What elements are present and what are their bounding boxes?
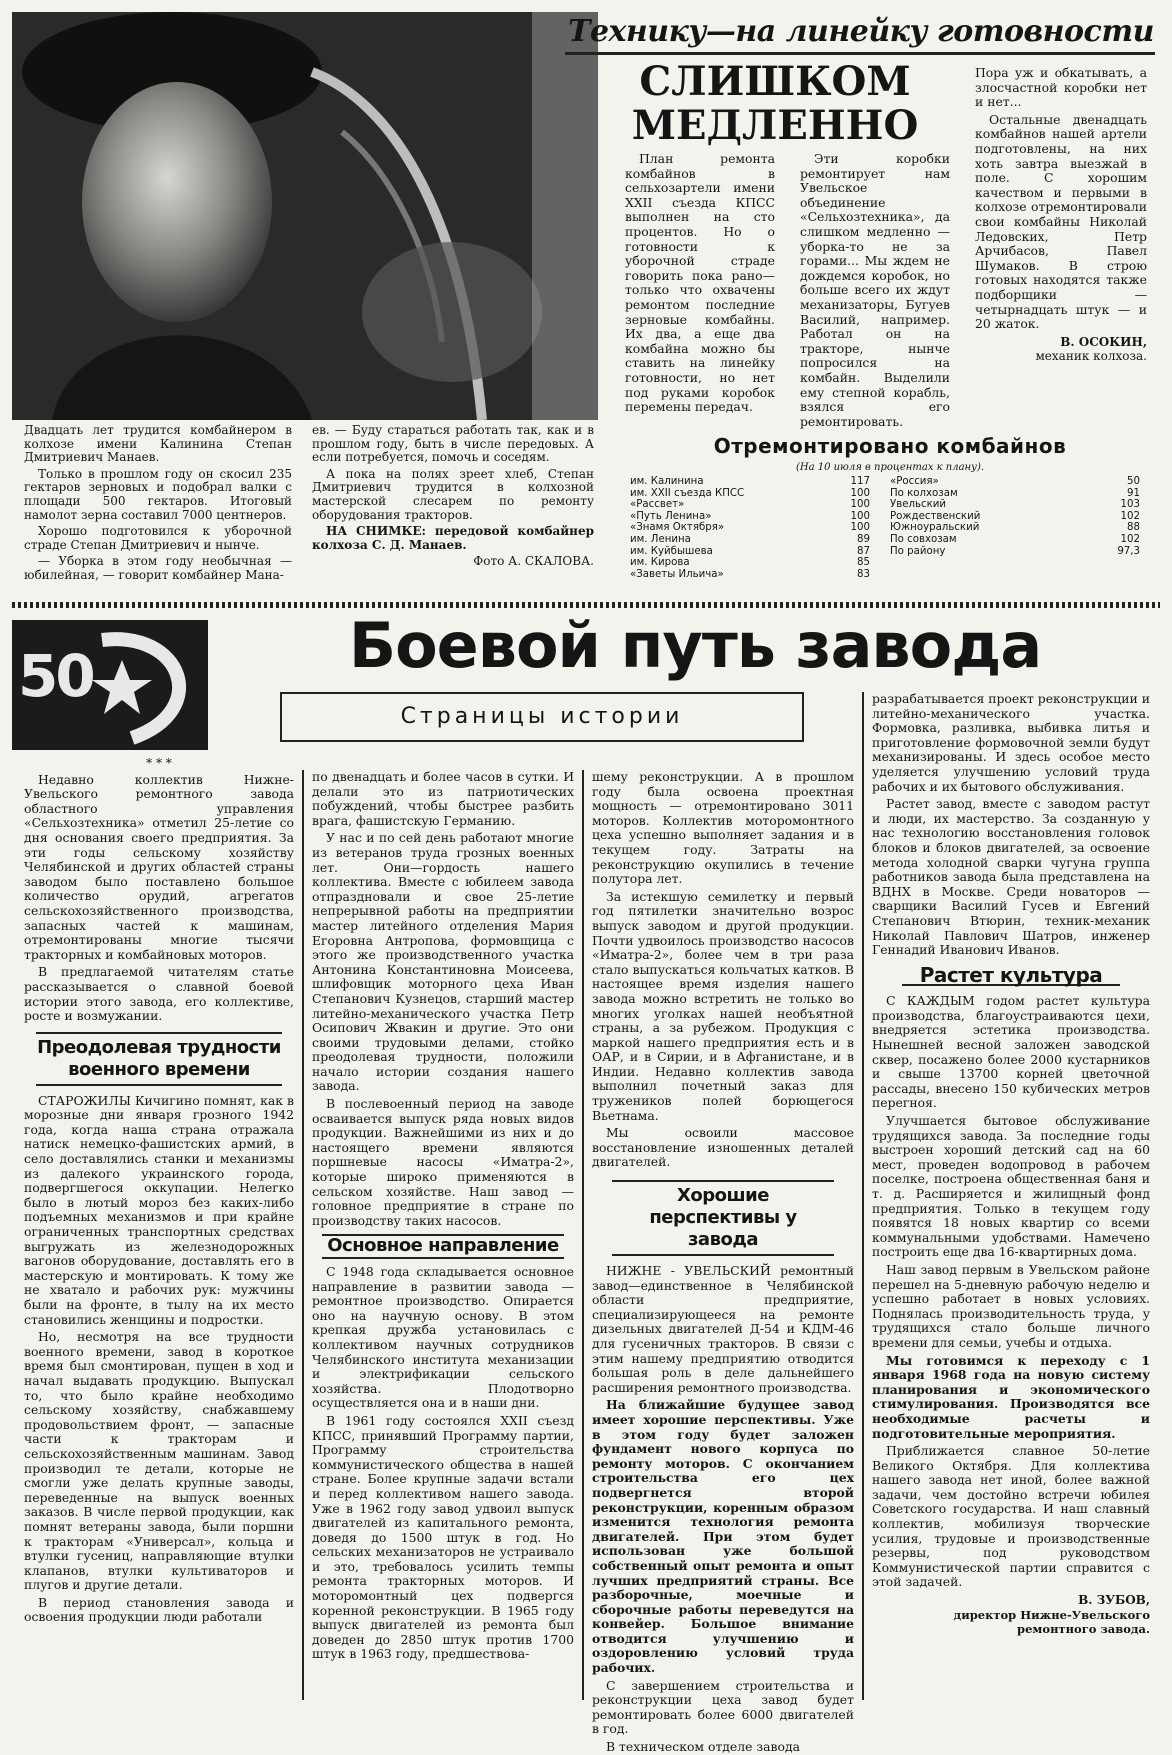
photo-credit: Фото А. СКАЛОВА. [473, 554, 594, 569]
body-paragraph: Растет завод, вместе с заводом растут и люди, их мастерство. За созданную у нас технологию восстановления головок блоков и блоков двигателей, за освоение метода холодной сварки чугуна группа работников завода была представлена на ВДНХ в Москве. Среди новаторов — сварщики Василий Гусев и Евгений Степанович Втюрин, техник-механик Николай Павлович Шатров, инженер Геннадий Иванович Иванов. [872, 796, 1150, 958]
table-row-name: По колхозам [890, 487, 958, 499]
table-row-name: По району [890, 545, 946, 557]
caption-paragraph: Только в прошлом году он скосил 235 гектаров зерновых и подобрал валки с площади 500 гектаров. Итоговый намолот зерна составил 7000 центнеров. [24, 466, 292, 522]
stars-ornament: * * * [146, 756, 172, 770]
table-row-value: 102 [1120, 510, 1140, 522]
table-row-name: им. Куйбышева [630, 545, 713, 557]
subheadline: Страницы истории [400, 704, 684, 729]
section-paragraph: НИЖНЕ - УВЕЛЬСКИЙ ремонтный завод—единственное в Челябинской области предприятие, специализирующееся на ремонте дизельных двигателей Д-54 и КДМ-46 для гусеничных тракторов. В связи с этим нашему предприятию отводится большая роль в деле дальнейшего расширения ремонтного производства. [592, 1263, 854, 1395]
body-paragraph: по двенадцать и более часов в сутки. И делали это из патриотических побуждений, чтобы быстрее разбить врага, фашистскую Германию. [312, 769, 574, 828]
table-row [890, 511, 1140, 523]
article-headline: СЛИШКОМ МЕДЛЕННО [631, 58, 919, 149]
section-paragraph: СТАРОЖИЛЫ Кичигино помнят, как в морозные дни января грозного 1942 года, когда наша страна отражала натиск немецко-фашистских армий, в село доставлялись станки и механизмы из далекого украинского города, подвергшегося оккупации. Нелегко было в лютый мороз без каких-либо подъемных механизмов и при крайне ограниченных транспортных средствах выгружать из железнодорожных вагонов оборудование, доставлять его в мастерскую и монтировать. К тому же не хватало и рабочих рук: мужчины были на фронте, в тылу на их место становились женщины и подростки. [24, 1092, 294, 1327]
caption-paragraph: — Уборка в этом году необычная — юбилейная, — говорит комбайнер Мана- [24, 554, 292, 582]
main-headline: Боевой путь завода [348, 609, 1042, 682]
photo-illustration-icon [12, 12, 598, 420]
table-row [890, 488, 1140, 500]
section-paragraph: Улучшается бытовое обслуживание трудящихся завода. За последние годы выстроен хороший детский сад на 60 мест, проведен водопровод в рабочем поселке, построена общественная баня и т. д. Расширяется и жилищный фонд предприятия. Только в текущем году появятся 18 новых квартир со всеми коммунальными удобствами. Намечено построить еще два 16-квартирных дома. [872, 1113, 1150, 1260]
intro-paragraph: В предлагаемой читателям статье рассказывается о славной боевой истории этого завода, его коллективе, росте и возмужании. [24, 964, 294, 1024]
table-row-value: 97,3 [1117, 545, 1140, 557]
table-row-name: им. Ленина [630, 533, 691, 545]
table-row [630, 488, 870, 500]
table-row-value: 89 [857, 533, 870, 545]
section-paragraph: В 1961 году состоялся XXII съезд КПСС, принявший Программу партии, Программу строительства коммунистического общества в нашей стране. Более крупные задачи встали и перед коллективом нашего завода. Уже в 1962 году завод удвоил выпуск двигателей из капитального ремонта, доведя до 1500 штук в год. Но сельских механизаторов не устраивало и это, требовалось усилить темпы ремонта тракторных моторов. И моторомонтный цех подвергся коренной реконструкции. В 1965 году выпуск двигателей из ремонта был доведен до 2850 штук против 1700 штук в 1963 году, предшествова- [312, 1412, 574, 1662]
section-title: Основное направление [322, 1234, 564, 1259]
table-row-name: им. XXII съезда КПСС [630, 487, 745, 499]
table-row-value: 103 [1120, 499, 1140, 511]
section-paragraph: С 1948 года складывается основное направление в развитии завода — ремонтное производство. Опирается оно на научную основу. В этом крепкая дружба установилась с коллективом научных сотрудников Челябинского института механизации и электрификации сельского хозяйства. Плодотворно осуществляется она и в наши дни. [312, 1264, 574, 1411]
section-paragraph: Наш завод первым в Увельском районе перешел на 5-дневную рабочую неделю и успешно работает в новых условиях. Поднялась производительность труда, у трудящихся стало больше личного времени для семьи, учебы и отдыха. [872, 1261, 1150, 1350]
table-row [890, 534, 1140, 546]
table-row-value: 91 [1127, 487, 1140, 499]
column-rule [302, 770, 304, 1700]
signature-name: В. ЗУБОВ, [1078, 1593, 1150, 1608]
body-paragraph: У нас и по сей день работают многие из ветеранов труда грозных военных лет. Они—гордость нашего коллектива. Вместе с юбилеем завода отпраздновали и свое 25-летие непрерывной работы на предприятии мастер литейного отделения Мария Егоровна Антропова, формовщица с этого же производственного участка Антонина Константиновна Моисеева, шлифовщик моторного цеха Иван Степанович Кузнецов, старший мастер литейно-механического участка Петр Осипович Жвакин и другие. Это они своими трудовыми делами, стойко преодолевая трудности, положили начало истории создания нашего завода. [312, 830, 574, 1094]
table-row-value: 87 [857, 545, 870, 557]
table-row-name: «Заветы Ильича» [630, 568, 724, 580]
main-column-3 [592, 769, 854, 1755]
body-paragraph: В послевоенный период на заводе осваивается выпуск ряда новых видов продукции. Важнейшими из них и до настоящего времени являются поршневые насосы «Иматра-2», которые широко применяются в сельском хозяйстве. Наш завод — головное предприятие в стране по производству таких насосов. [312, 1096, 574, 1228]
anniversary-emblem [12, 620, 208, 750]
table-row-name: По совхозам [890, 533, 957, 545]
section-paragraph: С завершением строительства и реконструкции цеха завод будет ремонтировать более 6000 двигателей в год. [592, 1677, 854, 1737]
table-subtitle: (На 10 июля в процентах к плану). [795, 462, 985, 473]
body-paragraph: За истекшую семилетку и первый год пятилетки значительно возрос выпуск заводом и другой продукции. Почти удвоилось производство насосов «Иматра-2», более чем в три раза стало выпускаться кольчатых катков. В настоящее время изделия нашего завода можно встретить не только во многих уголках нашей необъятной страны, а за рубежом. Продукция с маркой нашего предприятия есть и в ОАР, и в Сирии, и в Афганистане, и в Индии. Недавно коллектив завода выполнил почетный заказ для тружеников полей борющегося Вьетнама. [592, 888, 854, 1123]
table-row-name: им. Кирова [630, 557, 690, 569]
photo-caption-col2 [312, 424, 594, 594]
section-paragraph: В период становления завода и освоения продукции люди работали [24, 1594, 294, 1625]
signature-role: директор Нижне-Увельского ремонтного завода. [953, 1607, 1150, 1637]
table-row-name: «Путь Ленина» [630, 510, 712, 522]
body-paragraph: Мы освоили массовое восстановление изношенных деталей двигателей. [592, 1125, 854, 1170]
article-paragraph: Эти коробки ремонтирует нам Увельское объединение «Сельхозтехника», да слишком медленно — уборка-то не за горами... Мы ждем не дождемся коробок, но больше всего их ждут механизаторы, Бугуев Василий, например. Работал он на тракторе, нынче попросился на комбайн. Выделили ему степной корабль, взялся его ремонтировать. [800, 151, 950, 429]
table-row [890, 522, 1140, 534]
subheadline-box [280, 692, 804, 742]
main-column-4 [872, 692, 1150, 1702]
table-row [890, 546, 1140, 558]
table-row [630, 569, 870, 581]
caption-paragraph: А пока на полях зреет хлеб, Степан Дмитриевич трудится в колхозной мастерской слесарем по ремонту оборудования тракторов. [312, 466, 594, 522]
section-title: Преодолевая трудности военного времени [36, 1032, 282, 1086]
table-row-name: Южноуральский [890, 522, 980, 534]
table-row-name: Увельский [890, 499, 946, 511]
section-paragraph: В техническом отделе завода [606, 1739, 800, 1755]
section-paragraph: Но, несмотря на все трудности военного времени, завод в короткое время был смонтирован, пущен в ход и начал выдавать продукцию. Выпускал то, что было крайне необходимо сельскому хозяйству, снабжавшему продовольствием фронт, — запасные части к тракторам и сельскохозяйственным машинам. Завод производил те детали, которые не смогли уже делать крупные заводы, переведенные на выпуск военных заказов. В числе первой продукции, как помнят ветераны завода, были поршни к тракторам «Универсал», кольца и втулки гусениц, направляющие втулки клапанов, втулки культиваторов и плугов и другие детали. [24, 1329, 294, 1593]
column-rule [582, 770, 584, 1700]
signature-name: В. ОСОКИН, [1060, 334, 1147, 349]
article-column-1 [625, 151, 775, 415]
section-paragraph: На ближайшие будущее завод имеет хорошие перспективы. Уже в этом году будет заложен фундамент нового корпуса по ремонту моторов. С окончанием строительства его цех подвергнется второй реконструкции, коренным образом изменится технология ремонта двигателей. При этом будет использован уже большой собственный опыт ремонта и опыт лучших предприятий страны. Все разборочные, моечные и сборочные работы переведутся на конвейер. Большое внимание отводится улучшению и оздоровлению условий труда рабочих. [592, 1397, 854, 1676]
table-row-value: 83 [857, 568, 870, 580]
main-column-2 [312, 770, 574, 1702]
caption-paragraph: Двадцать лет трудится комбайнером в колхозе имени Калинина Степан Дмитриевич Манаев. [24, 423, 292, 465]
caption-paragraph: НА СНИМКЕ: передовой комбайнер колхоза С. Д. Манаев. [312, 524, 594, 552]
rubric-underline [565, 52, 1155, 55]
table-row [630, 522, 870, 534]
article-column-2 [800, 151, 950, 429]
table-left [630, 476, 870, 580]
table-row [630, 476, 870, 488]
table-row-value: 100 [850, 510, 870, 522]
body-paragraph: разрабатывается проект реконструкции и литейно-механического участка. Формовка, разливка, выбивка литья и приготовление формовочной земли будут механизированы. И здесь особое место уделяется улучшению условий труда рабочих и их бытового обслуживания. [872, 691, 1150, 794]
table-row-name: им. Калинина [630, 476, 704, 487]
table-row-value: 117 [850, 476, 870, 487]
caption-paragraph: Хорошо подготовился к уборочной страде Степан Дмитриевич и нынче. [24, 524, 292, 552]
table-row-value: 50 [1127, 476, 1140, 487]
section-paragraph: Мы готовимся к переходу с 1 января 1968 года на новую систему планирования и экономического стимулирования. Производятся все необходимые расчеты и подготовительные мероприятия. [872, 1352, 1150, 1441]
article-paragraph: План ремонта комбайнов в сельхозартели имени XXII съезда КПСС выполнен на сто процентов. Но о готовности к уборочной страде говорить пока рано—только что охвачены ремонтом последние зерновые комбайны. Их два, а еще два комбайна можно бы ставить на линейку готовности, но нет под руками коробок перемены передач. [625, 151, 775, 415]
table-row [890, 476, 1140, 488]
combine-operator-photo [12, 12, 598, 420]
table-row-value: 85 [857, 557, 870, 569]
table-row-value: 102 [1120, 533, 1140, 545]
emblem-number: 50 [18, 642, 93, 710]
table-row-value: 100 [850, 499, 870, 511]
table-row-value: 100 [850, 522, 870, 534]
intro-paragraph: Недавно коллектив Нижне-Увельского ремонтного завода областного управления «Сельхозтехника» отметил 25-летие со дня основания своего предприятия. За эти годы сельскому хозяйству Челябинской и других областей страны заводом было поставлено большое количество орудий, агрегатов сельскохозяйственного производства, запасных частей к машинам, отремонтированы многие тысячи тракторных и комбайновых моторов. [24, 771, 294, 962]
table-row [630, 557, 870, 569]
photo-caption-col1 [24, 424, 292, 594]
table-row-name: «Рассвет» [630, 499, 685, 511]
main-column-1 [24, 756, 294, 1702]
table-row [630, 534, 870, 546]
section-paragraph: Приближается славное 50-летие Великого Октября. Для коллектива нашего завода нет иной, более важной задачи, чем достойно встречи юбилея Советского государства. И наш славный коллектив, мобилизуя творческие усилия, трудовые и производственные резервы, под руководством Коммунистической партии справится с этой задачей. [872, 1443, 1150, 1590]
table-row [890, 499, 1140, 511]
article-paragraph: Пора уж и обкатывать, а злосчастной коробки нет и нет... [975, 65, 1147, 110]
section-paragraph: С КАЖДЫМ годом растет культура производства, благоустраиваются цехи, внедряется эстетика производства. Нынешней весной заложен заводской сквер, посажено более 2000 кустарников и свыше 13700 корней цветочной рассады, внесено 150 кубических метров перегноя. [872, 993, 1150, 1111]
column-rule [862, 692, 864, 1700]
article-paragraph: Остальные двенадцать комбайнов нашей артели подготовлены, на них хоть завтра выезжай в поле. С хорошим качеством и первыми в колхозе отремонтировали свои комбайны Николай Ледовских, Петр Арчибасов, Павел Шумаков. В строю готовых находятся также подборщики — четырнадцать штук — и 20 жаток. [975, 111, 1147, 332]
table-row-name: Рождественский [890, 510, 981, 522]
table-row [630, 499, 870, 511]
table-row-value: 88 [1127, 522, 1140, 534]
table-row [630, 546, 870, 558]
table-right [890, 476, 1140, 557]
signature-role: механик колхоза. [1035, 349, 1147, 364]
section-title: Растет культура [902, 966, 1120, 987]
section-title: Хорошие перспективы у завода [612, 1180, 834, 1256]
table-row-value: 100 [850, 487, 870, 499]
article-column-3 [975, 66, 1147, 426]
table-row [630, 511, 870, 523]
body-paragraph: шему реконструкции. А в прошлом году была освоена проектная мощность — отремонтировано 3011 моторов. Коллектив моторомонтного цеха успешно выполняет задания и в текущем году. Затраты на реконструкцию окупились в течение полутора лет. [592, 769, 854, 887]
rubric-title: Технику—на линейку готовности [568, 14, 1154, 49]
table-row-name: «Знамя Октября» [630, 522, 725, 534]
table-title: Отремонтировано комбайнов [713, 434, 1067, 458]
table-row-name: «Россия» [890, 476, 939, 487]
caption-paragraph: ев. — Буду стараться работать так, как и в прошлом году, быть в числе передовых. А если потребуется, помочь и соседям. [312, 423, 594, 465]
